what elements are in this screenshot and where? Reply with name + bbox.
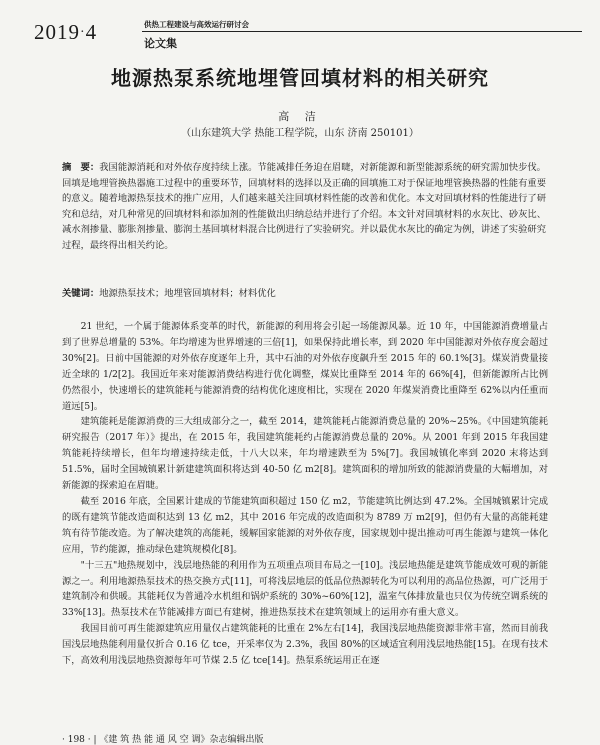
body-paragraph: 我国目前可再生能源建筑应用量仅占建筑能耗的比重在 2%左右[14]，我国浅层地热能资源非常丰富，然而目前我国浅层地热能利用量仅折合 0.16 亿 tce，开采率仅为 2.3%，我国 80%的区域适宜利用浅层地热能[15]。在现有技术下，高效利用浅层地热资源每年可节煤 2.5 亿 tce[14]。热泵系统运用正在逐 <box>62 623 548 667</box>
keywords <box>62 287 546 301</box>
header-rule <box>142 31 582 32</box>
page-number: · 198 · <box>62 735 91 745</box>
page-footer <box>62 732 462 745</box>
issue-number: 4 <box>85 20 98 44</box>
page-header <box>34 8 574 58</box>
footer-separator: | <box>93 735 97 745</box>
issue-separator: · <box>80 25 86 40</box>
body-text <box>62 319 548 727</box>
abstract-label: 摘 要： <box>62 162 100 173</box>
conference-name: 供热工程建设与高效运行研讨会 <box>144 20 249 29</box>
journal-name: 《建 筑 热 能 通 风 空 调》杂志编辑出版 <box>99 735 264 745</box>
paper-title: 地源热泵系统地埋管回填材料的相关研究 <box>111 66 489 90</box>
issue-year: 2019 <box>34 20 80 44</box>
abstract-text: 我国能源消耗和对外依存度持续上涨。节能减排任务迫在眉睫，对新能源和新型能源系统的研究需加快步伐。回填是地埋管换热器施工过程中的重要环节，回填材料的选择以及正确的回填施工对于保证地埋管换热器的性能有重要的意义。随着地源热泵技术的推广应用，人们越来越关注回填材料性能的改善和优化。本文对回填材料的性能进行了研究和总结，对几种常见的回填材料和添加剂的性能做出归纳总结并进行了介绍。本文针对回填材料的水灰比、砂灰比、减水剂掺量、膨胀剂掺量、膨润土基回填材料混合比例进行了实验研究。并以最优水灰比的确定为例，讲述了实验研究过程，最终得出相关约论。 <box>62 162 546 251</box>
keywords-text: 地源热泵技术；地埋管回填材料；材料优化 <box>99 288 276 299</box>
abstract <box>62 160 546 254</box>
author-affiliation: （山东建筑大学 热能工程学院，山东 济南 250101） <box>181 128 419 139</box>
paper-author: 高 洁 <box>278 110 322 123</box>
keywords-label: 关键词： <box>62 288 100 299</box>
body-paragraph: 建筑能耗是能源消费的三大组成部分之一，截至 2014，建筑能耗占能源消费总量的 20%~25%。《中国建筑能耗研究报告（2017 年）》提出，在 2015 年，我国建筑能耗约占能源消费总量的 20%。从 2001 年到 2015 年我国建筑能耗持续增长，但年均增速持续走低，十八大以来，年均增速跌至为 5%[7]。我国城镇化率到 2020 末将达到 51.5%，届时全国城镇累计新建建筑面积将达到 40-50 亿 m2[8]。建筑面积的增加所致的能源消费量的大幅增加，对新能源的探索迫在眉睫。 <box>62 416 548 492</box>
issue-label <box>34 20 97 45</box>
body-paragraph: "十三五"地热规划中，浅层地热能的利用作为五项重点项目布局之一[10]。浅层地热能是建筑节能成效可观的新能源之一。利用地源热泵技术的热交换方式[11]，可将浅层地层的低品位热源转化为可以利用的高品位热源，可广泛用于建筑制冷和供暖。其能耗仅为普通冷水机组和锅炉系统的 30%~60%[12]，温室气体排放量也只仅为传统空调系统的 33%[13]。热泵技术在节能减排方面已有建树，推进热泵技术在建筑领域上的运用亦有重大意义。 <box>62 559 548 619</box>
body-paragraph: 21 世纪，一个属于能源体系变革的时代，新能源的利用将会引起一场能源风暴。近 10 年，中国能源消费增量占到了世界总增量的 53%。年均增速为世界增速的三倍[1]，如果保持此增长率，到 2020 年中国能源对外依存度会超过 30%[2]。日前中国能源的对外依存度逐年上升，其中石油的对外依存度飙升至 2015 年的 60.1%[3]。煤炭消费量接近全球的 1/2[2]。我国近年来对能源消费结构进行优化调整，煤炭比重降至 2014 年的 66%[4]，但新能源所占比例仍然很小，快速增长的建筑能耗与能源消费的结构优化速度相比，实现在 2020 年煤炭消费比重降至 62%以内任重而道远[5]。 <box>62 321 548 412</box>
collection-label: 论文集 <box>144 37 177 50</box>
body-paragraph: 截至 2016 年底，全国累计建成的节能建筑面积超过 150 亿 m2，节能建筑比例达到 47.2%。全国城镇累计完成的既有建筑节能改造面积达到 13 亿 m2，其中 2016 年完成的改造面积为 8789 万 m2[9]，但仍有大量的高能耗建筑有待节能改造。为了解决建筑的高能耗，缓解国家能源的对外依存度，国家规划中提出推动可再生能源与建筑一体化应用，节约能源，推动绿色建筑规模化[8]。 <box>62 495 548 555</box>
